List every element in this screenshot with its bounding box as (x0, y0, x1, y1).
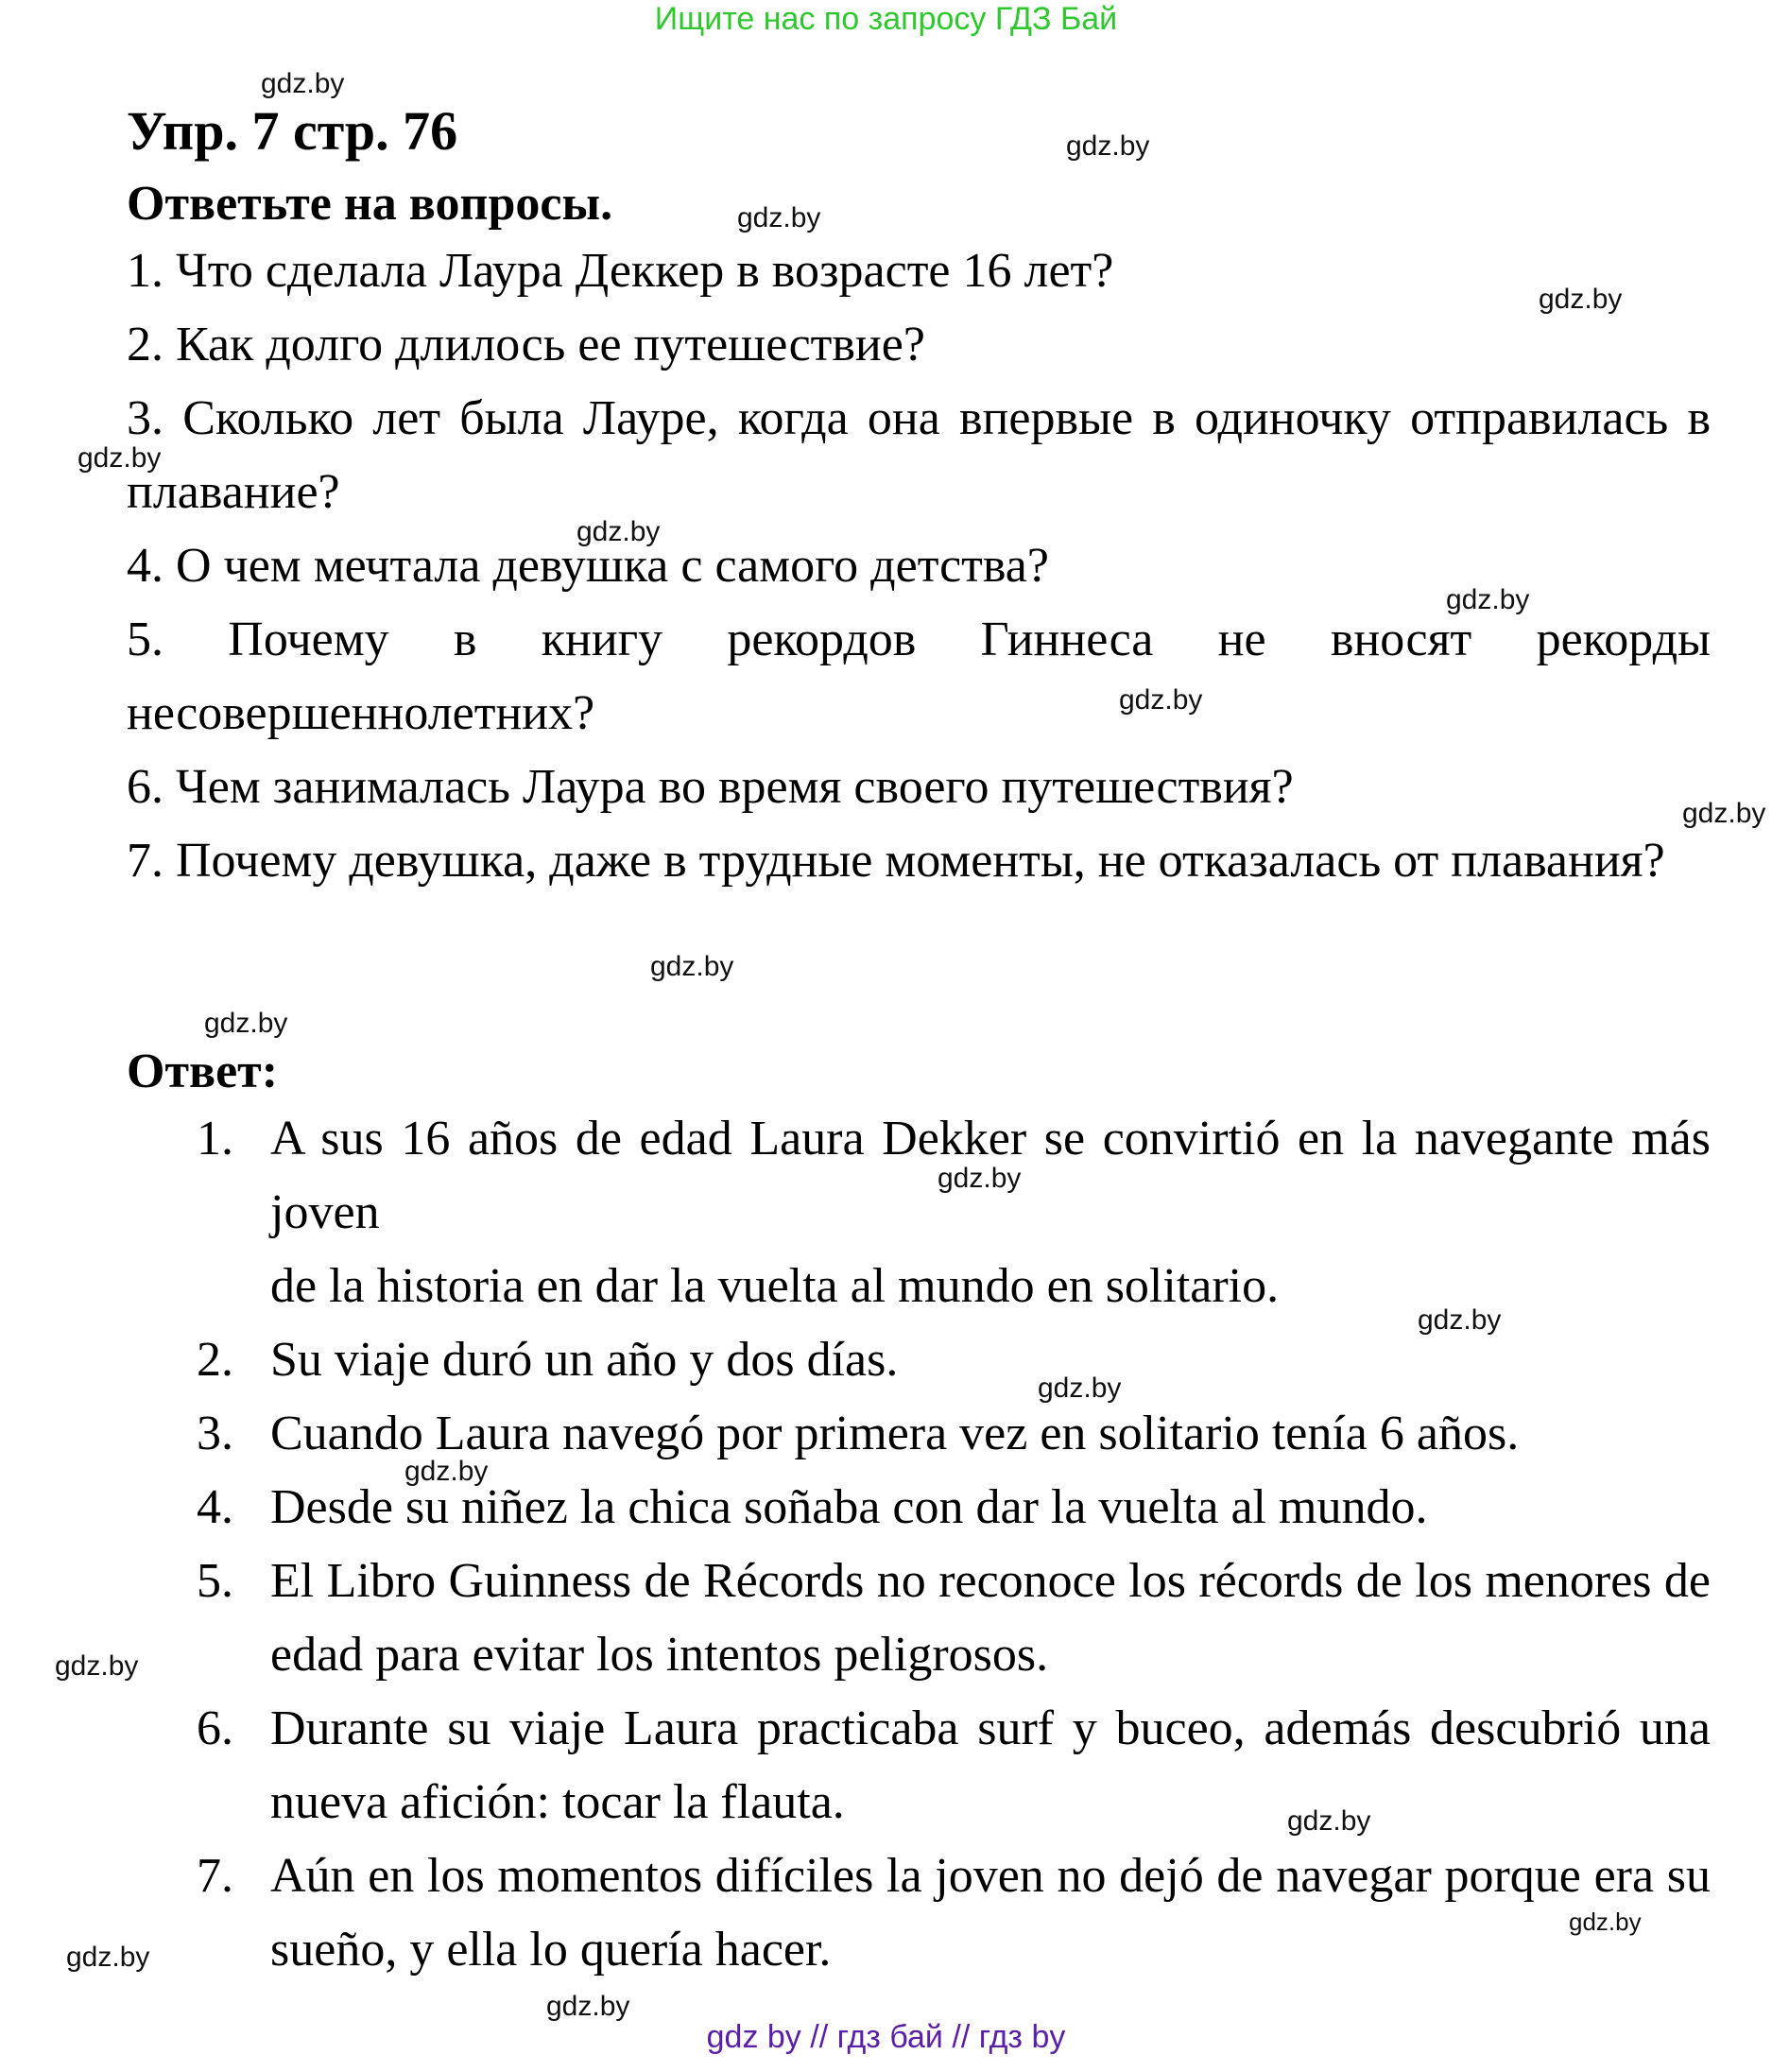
watermark: gdz.by (404, 1456, 489, 1487)
watermark: gdz.by (1287, 1805, 1371, 1837)
answer-text: Aún en los momentos difíciles la joven no dejó de navegar porque era su sueño, y ella lo quería hacer. (270, 1849, 1711, 1977)
answer-text: Desde su niñez la chica soñaba con dar la vuelta al mundo. (270, 1480, 1428, 1534)
question-6: 6. Чем занималась Лаура во время своего путешествия? (127, 760, 1294, 814)
watermark: gdz.by (1446, 584, 1530, 615)
answer-1 (197, 1102, 1711, 1323)
watermark: gdz.by (650, 951, 734, 982)
answer-text: Cuando Laura navegó por primera vez en solitario tenía 6 años. (270, 1407, 1520, 1460)
question-4: 4. О чем мечтала девушка с самого детства? (127, 539, 1049, 593)
question-1: 1. Что сделала Лаура Деккер в возрасте 16 лет? (127, 244, 1114, 298)
watermark: gdz.by (737, 202, 821, 233)
answer-text: Durante su viaje Laura practicaba surf y buceo, además descubrió una nueva afición: tocar la flauta. (270, 1701, 1711, 1829)
instructions-heading: Ответьте на вопросы. (127, 177, 613, 231)
answer-7 (197, 1839, 1711, 1987)
answer-6 (197, 1692, 1711, 1839)
watermark: gdz.by (576, 516, 661, 547)
watermark: gdz.by (1418, 1304, 1502, 1336)
answer-text: El Libro Guinness de Récords no reconoce los récords de los menores de edad para evitar los intentos peligrosos. (270, 1554, 1711, 1682)
watermark: gdz.by (938, 1163, 1022, 1194)
watermark: gdz.by (1569, 1908, 1642, 1936)
watermark: gdz.by (66, 1942, 150, 1973)
question-7: 7. Почему девушка, даже в трудные моменты, не отказалась от плавания? (127, 834, 1665, 888)
footer-links[interactable]: gdz by // гдз бай // гдз by (706, 2019, 1066, 2055)
answer-number: 6. (197, 1701, 233, 1755)
answer-text: A sus 16 años de edad Laura Dekker se convirtió en la navegante más joven (270, 1112, 1711, 1239)
watermark: gdz.by (546, 1991, 630, 2022)
answer-number: 2. (197, 1333, 233, 1387)
watermark: gdz.by (1539, 284, 1623, 315)
answer-number: 7. (197, 1849, 233, 1903)
question-2: 2. Как долго длилось ее путешествие? (127, 318, 925, 371)
answer-5 (197, 1545, 1711, 1692)
answer-heading: Ответ: (127, 1045, 279, 1098)
answer-text: Su viaje duró un año y dos días. (270, 1333, 899, 1387)
question-5: 5. Почему в книгу рекордов Гиннеса не вносят рекорды несовершеннолетних? (127, 613, 1711, 740)
search-banner[interactable]: Ищите нас по запросу ГДЗ Бай (654, 1, 1118, 37)
exercise-title: Упр. 7 стр. 76 (127, 100, 458, 162)
watermark: gdz.by (1682, 798, 1766, 829)
answer-number: 5. (197, 1554, 233, 1608)
watermark: gdz.by (204, 1008, 288, 1039)
watermark: gdz.by (1066, 130, 1150, 162)
watermark: gdz.by (1038, 1373, 1122, 1404)
watermark: gdz.by (261, 68, 345, 99)
answer-number: 4. (197, 1480, 233, 1534)
question-3: 3. Сколько лет была Лауре, когда она впервые в одиночку отправилась в плавание? (127, 391, 1711, 519)
watermark: gdz.by (55, 1650, 139, 1682)
answer-number: 3. (197, 1407, 233, 1460)
answer-number: 1. (197, 1112, 233, 1166)
answer-text-continued: de la historia en dar la vuelta al mundo en solitario. (270, 1259, 1280, 1313)
watermark: gdz.by (1119, 684, 1203, 716)
watermark: gdz.by (77, 442, 162, 474)
